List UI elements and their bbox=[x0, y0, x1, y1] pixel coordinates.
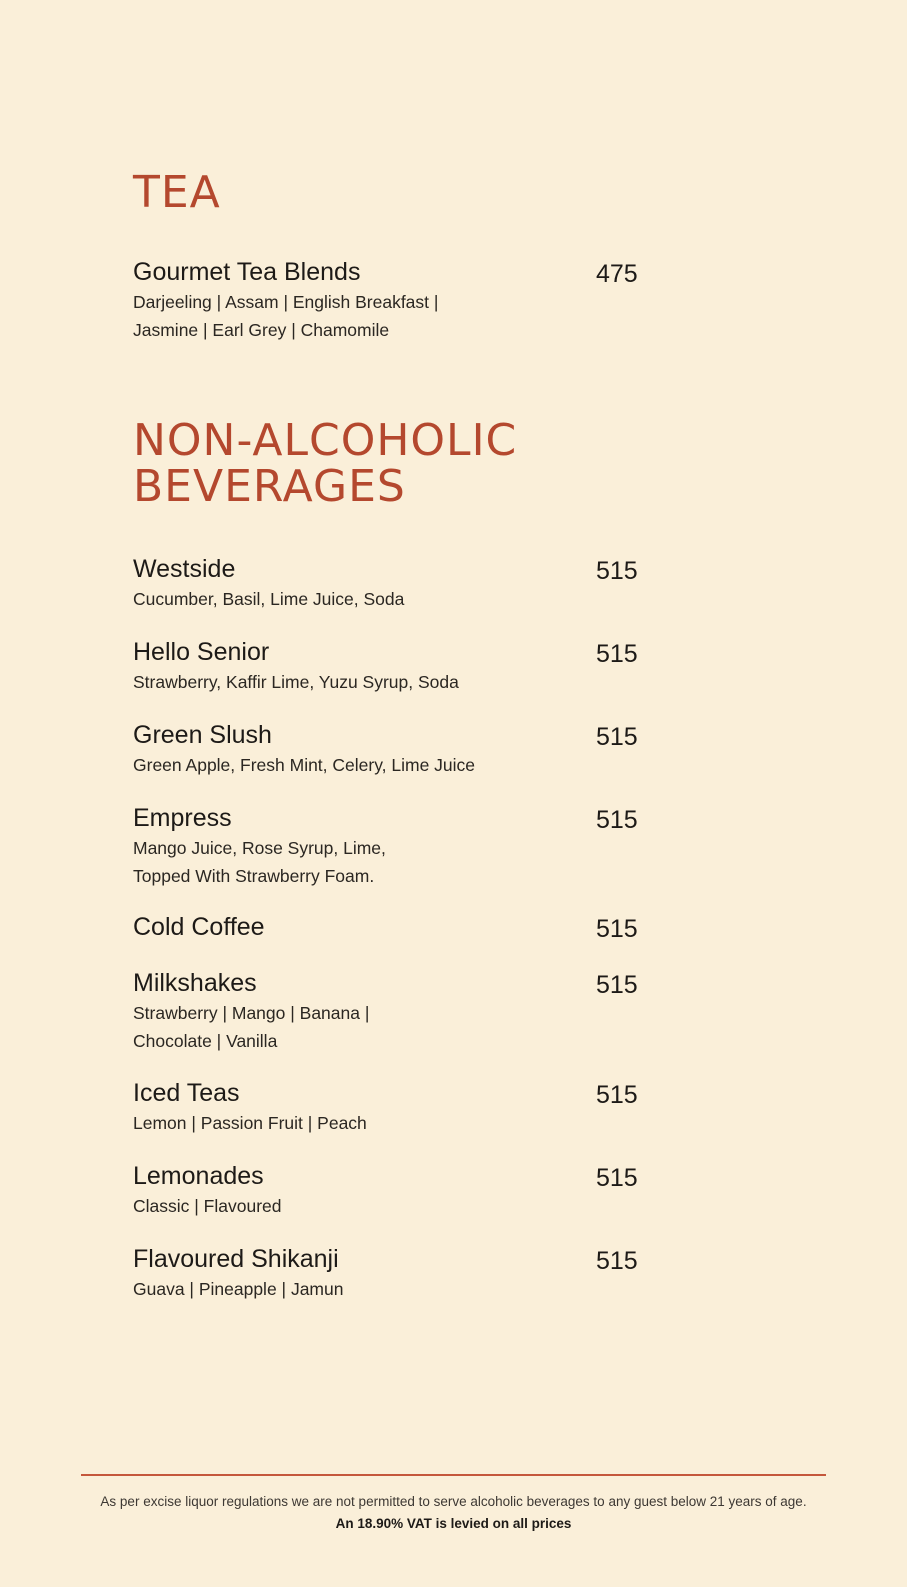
item-price: 515 bbox=[596, 640, 638, 668]
item-price: 515 bbox=[596, 1164, 638, 1192]
item-name: Lemonades bbox=[133, 1162, 264, 1190]
item-name: Empress bbox=[133, 804, 232, 832]
tea-title: TEA bbox=[133, 167, 221, 218]
item-price: 475 bbox=[596, 260, 638, 288]
item-price: 515 bbox=[596, 1081, 638, 1109]
item-description bbox=[133, 999, 633, 1055]
excise-notice: As per excise liquor regulations we are not permitted to serve alcoholic beverages to any guest below 21 years of age. bbox=[100, 1494, 807, 1509]
item-description-line: Cucumber, Basil, Lime Juice, Soda bbox=[133, 589, 405, 609]
item-description-line: Mango Juice, Rose Syrup, Lime, bbox=[133, 838, 386, 858]
menu-item-milkshakes bbox=[133, 968, 638, 1055]
item-description bbox=[133, 1109, 633, 1137]
item-description-line: Jasmine | Earl Grey | Chamomile bbox=[133, 320, 390, 340]
item-description-line: Strawberry, Kaffir Lime, Yuzu Syrup, Soda bbox=[133, 672, 459, 692]
item-price: 515 bbox=[596, 971, 638, 999]
item-description bbox=[133, 1275, 633, 1303]
item-name: Cold Coffee bbox=[133, 913, 265, 941]
item-description-line: Guava | Pineapple | Jamun bbox=[133, 1279, 344, 1299]
item-price: 515 bbox=[596, 557, 638, 585]
item-description bbox=[133, 668, 633, 696]
menu-item-lemonades bbox=[133, 1161, 638, 1220]
item-name: Gourmet Tea Blends bbox=[133, 258, 361, 286]
item-name: Green Slush bbox=[133, 721, 272, 749]
item-description-line: Green Apple, Fresh Mint, Celery, Lime Juice bbox=[133, 755, 476, 775]
menu-item-westside bbox=[133, 554, 638, 613]
menu-item-gourmet-tea-blends bbox=[133, 257, 638, 344]
item-price: 515 bbox=[596, 806, 638, 834]
item-description-line: Chocolate | Vanilla bbox=[133, 1031, 278, 1051]
vat-notice: An 18.90% VAT is levied on all prices bbox=[335, 1516, 572, 1531]
item-description bbox=[133, 834, 633, 890]
menu-item-hello-senior bbox=[133, 637, 638, 696]
item-price: 515 bbox=[596, 915, 638, 943]
menu-item-cold-coffee bbox=[133, 912, 638, 943]
item-name: Iced Teas bbox=[133, 1079, 240, 1107]
footer-divider bbox=[81, 1474, 826, 1476]
item-description-line: Classic | Flavoured bbox=[133, 1196, 282, 1216]
item-description bbox=[133, 1192, 633, 1220]
menu-item-iced-teas bbox=[133, 1078, 638, 1137]
item-price: 515 bbox=[596, 723, 638, 751]
title-line: BEVERAGES bbox=[133, 461, 406, 512]
menu-item-flavoured-shikanji bbox=[133, 1244, 638, 1303]
item-name: Hello Senior bbox=[133, 638, 270, 666]
item-name: Flavoured Shikanji bbox=[133, 1245, 339, 1273]
item-name: Milkshakes bbox=[133, 969, 257, 997]
title-line: NON-ALCOHOLIC bbox=[133, 415, 518, 466]
item-price: 515 bbox=[596, 1247, 638, 1275]
menu-item-empress bbox=[133, 803, 638, 890]
item-description-line: Darjeeling | Assam | English Breakfast | bbox=[133, 292, 439, 312]
item-description bbox=[133, 585, 633, 613]
non-alcoholic-beverages-title bbox=[133, 415, 518, 512]
item-description-line: Strawberry | Mango | Banana | bbox=[133, 1003, 370, 1023]
item-description bbox=[133, 751, 633, 779]
item-name: Westside bbox=[133, 555, 236, 583]
item-description bbox=[133, 288, 633, 344]
item-description-line: Topped With Strawberry Foam. bbox=[133, 866, 375, 886]
item-description-line: Lemon | Passion Fruit | Peach bbox=[133, 1113, 367, 1133]
menu-item-green-slush bbox=[133, 720, 638, 779]
